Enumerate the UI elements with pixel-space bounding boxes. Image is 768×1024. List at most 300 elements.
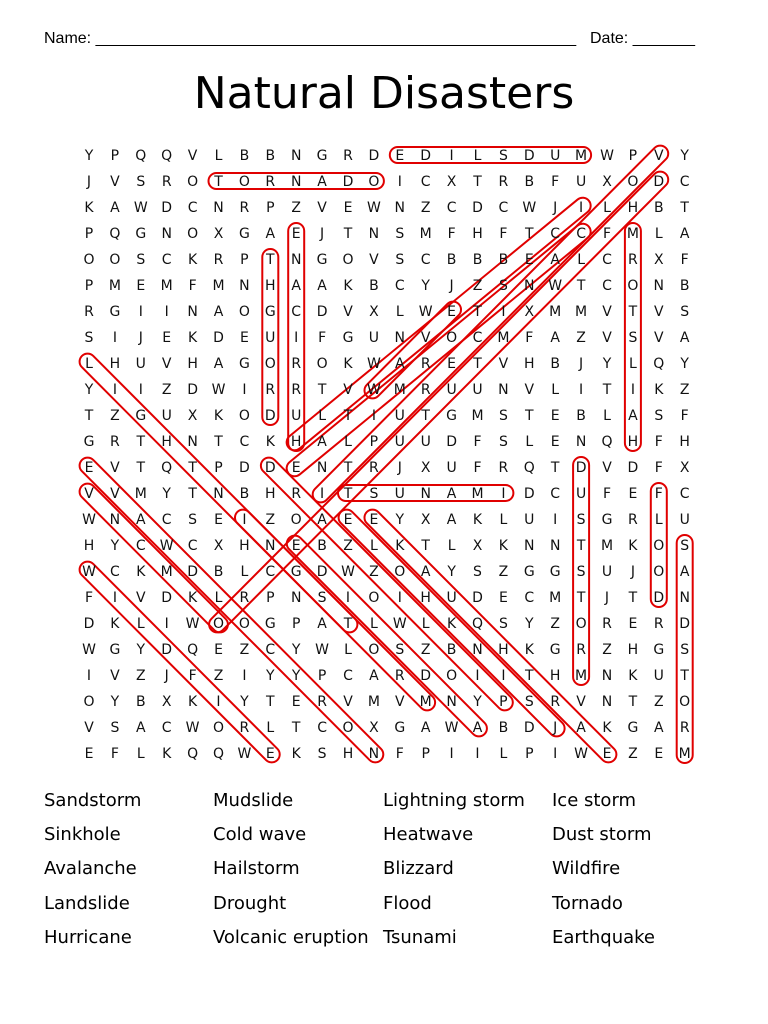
word-list-item: Mudslide <box>213 790 294 811</box>
grid-letter: V <box>110 486 120 502</box>
grid-letter: W <box>548 278 563 294</box>
grid-letter: D <box>316 564 328 580</box>
grid-letter: S <box>136 174 146 190</box>
grid-letter: D <box>368 148 380 164</box>
grid-letter: C <box>420 252 431 268</box>
grid-letter: I <box>553 512 558 528</box>
word-list-item: Cold wave <box>213 824 307 845</box>
grid-letter: S <box>317 590 327 606</box>
grid-letter: A <box>213 304 224 320</box>
grid-letter: K <box>136 564 146 580</box>
grid-letter: U <box>161 408 172 424</box>
grid-letter: A <box>550 252 560 268</box>
grid-letter: O <box>575 616 587 632</box>
grid-letter: F <box>110 746 119 762</box>
grid-letter: I <box>86 668 92 684</box>
grid-letter: S <box>317 746 327 762</box>
grid-letter: H <box>472 226 483 242</box>
grid-letter: Q <box>187 642 199 658</box>
grid-letter: O <box>109 252 121 268</box>
grid-letter: F <box>84 590 94 606</box>
grid-letter: H <box>239 538 250 554</box>
grid-letter: C <box>265 642 276 658</box>
grid-letter: J <box>449 278 454 294</box>
grid-letter: X <box>472 538 483 554</box>
word-list-item: Earthquake <box>552 927 655 948</box>
grid-letter: E <box>214 642 223 658</box>
grid-letter: J <box>553 720 558 736</box>
grid-letter: P <box>214 460 223 476</box>
grid-letter: T <box>576 590 586 606</box>
grid-letter: K <box>110 616 120 632</box>
grid-letter: K <box>524 642 534 658</box>
grid-letter: O <box>212 616 225 632</box>
grid-letter: I <box>475 668 480 684</box>
grid-letter: O <box>446 668 458 684</box>
grid-letter: O <box>83 252 95 268</box>
grid-letter: Z <box>472 278 483 294</box>
grid-letter: H <box>627 434 639 450</box>
grid-letter: J <box>86 174 92 190</box>
grid-letter: S <box>498 434 508 450</box>
grid-letter: A <box>628 408 638 424</box>
grid-letter: E <box>239 330 249 346</box>
grid-letter: K <box>472 512 483 528</box>
word-list-item: Dust storm <box>552 824 652 845</box>
grid-letter: X <box>420 512 431 528</box>
grid-letter: Y <box>395 512 405 528</box>
grid-letter: T <box>84 408 94 424</box>
grid-letter: Z <box>239 642 250 658</box>
grid-letter: N <box>161 226 172 242</box>
word-list-item: Tornado <box>552 893 623 914</box>
grid-letter: B <box>446 252 457 268</box>
grid-letter: C <box>161 252 172 268</box>
grid-letter: R <box>628 252 638 268</box>
grid-letter: K <box>188 590 198 606</box>
grid-letter: T <box>576 278 586 294</box>
grid-letter: O <box>264 356 276 372</box>
grid-letter: R <box>576 642 586 658</box>
grid-letter: E <box>265 746 275 762</box>
grid-letter: N <box>653 278 665 294</box>
grid-letter: M <box>497 330 510 346</box>
grid-letter: C <box>291 304 302 320</box>
grid-letter: U <box>575 174 587 190</box>
grid-letter: O <box>679 694 691 710</box>
grid-letter: U <box>575 486 587 502</box>
word-list-item: Ice storm <box>552 790 637 811</box>
grid-letter: W <box>185 720 200 736</box>
grid-letter: O <box>290 512 302 528</box>
grid-letter: N <box>265 538 276 554</box>
word-list <box>44 790 744 970</box>
grid-letter: U <box>265 330 276 346</box>
grid-letter: M <box>134 486 147 502</box>
grid-letter: W <box>392 616 407 632</box>
grid-letter: Y <box>84 382 94 398</box>
found-word-highlight <box>283 220 594 479</box>
grid-letter: M <box>160 278 173 294</box>
grid-letter: N <box>316 460 328 476</box>
grid-letter: N <box>446 694 457 710</box>
grid-letter: T <box>343 616 353 632</box>
grid-letter: R <box>602 616 612 632</box>
grid-letter: C <box>679 174 690 190</box>
grid-letter: D <box>653 590 665 606</box>
grid-letter: E <box>136 278 146 294</box>
grid-letter: Y <box>602 356 612 372</box>
grid-letter: D <box>264 460 276 476</box>
word-list-item: Hurricane <box>44 927 132 948</box>
grid-letter: B <box>576 408 586 424</box>
grid-letter: H <box>290 434 302 450</box>
grid-letter: M <box>419 694 432 710</box>
grid-letter: X <box>524 304 535 320</box>
grid-letter: H <box>342 746 354 762</box>
grid-letter: V <box>317 200 327 216</box>
grid-letter: L <box>318 408 327 424</box>
grid-letter: K <box>654 382 664 398</box>
grid-letter: U <box>394 434 405 450</box>
grid-letter: I <box>345 590 351 606</box>
grid-letter: R <box>394 668 405 684</box>
grid-letter: H <box>498 642 509 658</box>
grid-letter: T <box>421 538 430 554</box>
grid-letter: Y <box>447 564 456 580</box>
grid-letter: K <box>343 356 353 372</box>
grid-letter: L <box>214 148 223 164</box>
grid-letter: L <box>499 512 508 528</box>
grid-letter: G <box>83 434 95 450</box>
grid-letter: W <box>82 512 96 528</box>
grid-letter: M <box>212 278 225 294</box>
grid-letter: P <box>499 694 508 710</box>
grid-letter: B <box>446 642 457 658</box>
date-field-label: Date: _______ <box>590 30 695 47</box>
grid-letter: V <box>343 304 353 320</box>
grid-letter: O <box>83 694 95 710</box>
grid-letter: D <box>420 668 432 684</box>
grid-letter: O <box>368 590 380 606</box>
grid-letter: A <box>679 564 690 580</box>
grid-letter: H <box>83 538 95 554</box>
grid-letter: B <box>653 200 664 216</box>
grid-letter: I <box>164 304 169 320</box>
grid-letter: C <box>317 720 327 736</box>
grid-letter: C <box>187 538 198 554</box>
grid-letter: Y <box>291 668 301 684</box>
grid-letter: U <box>446 460 457 476</box>
grid-letter: U <box>446 382 457 398</box>
grid-letter: S <box>576 512 586 528</box>
grid-letter: M <box>549 304 562 320</box>
grid-letter: J <box>138 330 143 346</box>
grid-letter: Z <box>628 746 638 762</box>
grid-letter: G <box>135 226 147 242</box>
grid-letter: C <box>524 590 535 606</box>
grid-letter: F <box>447 226 456 242</box>
grid-letter: F <box>654 460 663 476</box>
grid-letter: F <box>654 434 663 450</box>
word-list-item: Heatwave <box>383 824 474 845</box>
grid-letter: X <box>369 304 379 320</box>
grid-letter: R <box>239 590 250 606</box>
grid-letter: M <box>575 668 588 684</box>
grid-letter: V <box>654 330 664 346</box>
grid-letter: Z <box>498 564 509 580</box>
grid-letter: G <box>549 642 561 658</box>
grid-letter: X <box>602 174 612 190</box>
grid-letter: Y <box>240 694 249 710</box>
grid-letter: E <box>291 460 301 476</box>
grid-letter: Y <box>266 668 275 684</box>
grid-letter: A <box>446 512 457 528</box>
grid-letter: G <box>316 148 328 164</box>
grid-letter: D <box>446 434 457 450</box>
grid-letter: R <box>653 616 664 632</box>
grid-letter: Z <box>213 668 224 684</box>
grid-letter: I <box>579 382 584 398</box>
grid-letter: A <box>420 564 431 580</box>
grid-letter: T <box>317 382 327 398</box>
grid-letter: F <box>602 486 612 502</box>
grid-letter: T <box>628 304 638 320</box>
grid-letter: C <box>239 434 250 450</box>
grid-letter: N <box>187 304 198 320</box>
grid-letter: C <box>679 486 690 502</box>
grid-letter: X <box>369 720 379 736</box>
grid-letter: S <box>654 408 664 424</box>
grid-letter: D <box>187 382 198 398</box>
grid-letter: H <box>187 356 198 372</box>
grid-letter: O <box>446 330 458 346</box>
grid-letter: U <box>291 408 302 424</box>
grid-letter: V <box>343 694 353 710</box>
grid-letter: S <box>110 720 120 736</box>
grid-letter: P <box>84 278 94 294</box>
grid-letter: D <box>523 486 535 502</box>
grid-letter: W <box>237 746 252 762</box>
grid-letter: T <box>343 460 353 476</box>
grid-letter: L <box>603 200 611 216</box>
grid-letter: U <box>472 382 483 398</box>
grid-letter: F <box>318 330 327 346</box>
grid-letter: D <box>653 174 665 190</box>
grid-letter: R <box>265 174 276 190</box>
grid-letter: H <box>627 200 639 216</box>
grid-letter: Q <box>161 148 173 164</box>
grid-letter: R <box>420 382 431 398</box>
grid-letter: K <box>343 278 353 294</box>
grid-letter: Q <box>601 434 613 450</box>
grid-letter: T <box>525 408 534 424</box>
grid-letter: E <box>524 252 534 268</box>
grid-letter: M <box>575 304 588 320</box>
found-word-highlight <box>76 480 231 635</box>
grid-letter: H <box>549 668 561 684</box>
grid-letter: W <box>366 356 381 372</box>
grid-letter: R <box>291 382 302 398</box>
grid-letter: D <box>316 304 328 320</box>
grid-letter: R <box>84 304 94 320</box>
grid-letter: R <box>317 694 327 710</box>
grid-letter: Z <box>576 330 586 346</box>
grid-letter: G <box>549 564 561 580</box>
grid-letter: R <box>291 486 302 502</box>
grid-letter: V <box>136 590 146 606</box>
grid-letter: G <box>394 720 406 736</box>
grid-letter: E <box>291 226 301 242</box>
grid-letter: I <box>397 174 402 190</box>
grid-letter: I <box>138 304 143 320</box>
grid-letter: C <box>602 278 612 294</box>
grid-letter: U <box>368 330 380 346</box>
grid-letter: A <box>395 356 405 372</box>
grid-letter: I <box>320 486 325 502</box>
grid-letter: I <box>112 330 117 346</box>
word-list-item: Sinkhole <box>44 824 121 845</box>
grid-letter: K <box>84 200 94 216</box>
grid-letter: U <box>653 668 664 684</box>
grid-letter: B <box>135 694 146 710</box>
grid-letter: T <box>473 304 482 320</box>
grid-letter: N <box>239 278 250 294</box>
grid-letter: V <box>110 668 120 684</box>
grid-letter: R <box>498 460 509 476</box>
grid-letter: L <box>551 382 560 398</box>
grid-letter: W <box>315 642 330 658</box>
grid-letter: F <box>473 460 482 476</box>
grid-letter: T <box>421 408 430 424</box>
grid-letter: F <box>680 252 689 268</box>
grid-letter: A <box>576 720 586 736</box>
grid-letter: F <box>525 330 534 346</box>
found-word-highlight <box>283 532 490 739</box>
grid-letter: I <box>630 382 635 398</box>
grid-letter: H <box>524 356 535 372</box>
grid-letter: E <box>550 408 560 424</box>
grid-letter: U <box>601 564 613 580</box>
grid-letter: K <box>447 616 457 632</box>
grid-letter: Q <box>523 460 535 476</box>
grid-letter: P <box>84 226 94 242</box>
grid-letter: A <box>213 356 224 372</box>
grid-letter: L <box>628 356 637 372</box>
grid-letter: G <box>109 304 121 320</box>
grid-letter: R <box>679 720 690 736</box>
grid-letter: R <box>110 434 120 450</box>
grid-letter: W <box>366 200 381 216</box>
grid-letter: E <box>395 148 405 164</box>
grid-letter: X <box>420 460 431 476</box>
grid-letter: N <box>109 512 121 528</box>
grid-letter: A <box>472 720 483 736</box>
grid-letter: F <box>551 174 560 190</box>
grid-letter: A <box>136 720 146 736</box>
grid-letter: X <box>679 460 690 476</box>
grid-letter: N <box>601 694 613 710</box>
grid-letter: K <box>162 746 172 762</box>
grid-letter: M <box>367 694 380 710</box>
grid-letter: S <box>680 538 690 554</box>
grid-letter: R <box>628 512 638 528</box>
grid-letter: D <box>575 460 587 476</box>
grid-letter: K <box>395 538 405 554</box>
grid-letter: C <box>343 668 353 684</box>
grid-letter: D <box>627 460 639 476</box>
found-word-highlight <box>309 142 671 505</box>
grid-letter: P <box>291 616 301 632</box>
grid-letter: I <box>138 382 143 398</box>
grid-letter: I <box>242 382 247 398</box>
grid-letter: D <box>342 174 354 190</box>
grid-letter: V <box>161 356 172 372</box>
grid-letter: T <box>291 720 301 736</box>
grid-letter: C <box>110 564 120 580</box>
page-title: Natural Disasters <box>193 68 575 119</box>
grid-letter: U <box>550 148 561 164</box>
grid-letter: Z <box>161 382 172 398</box>
grid-letter: L <box>136 746 145 762</box>
grid-letter: X <box>446 174 457 190</box>
grid-letter: Y <box>84 148 94 164</box>
grid-letter: S <box>680 642 690 658</box>
grid-letter: D <box>239 460 250 476</box>
grid-letter: Y <box>421 278 430 294</box>
grid-letter: D <box>420 148 432 164</box>
grid-letter: D <box>161 590 173 606</box>
grid-letter: S <box>136 252 146 268</box>
grid-letter: C <box>550 486 561 502</box>
grid-letter: L <box>525 434 534 450</box>
grid-letter: C <box>265 564 276 580</box>
grid-letter: I <box>294 330 299 346</box>
grid-letter: L <box>499 746 508 762</box>
grid-letter: Z <box>291 200 301 216</box>
grid-letter: O <box>238 616 250 632</box>
grid-letter: G <box>109 642 121 658</box>
grid-letter: M <box>393 382 406 398</box>
grid-letter: B <box>524 174 535 190</box>
grid-letter: M <box>575 148 588 164</box>
grid-letter: H <box>161 434 172 450</box>
grid-letter: J <box>579 356 584 372</box>
grid-letter: I <box>449 746 454 762</box>
grid-letter: K <box>628 538 638 554</box>
grid-letter: V <box>602 304 612 320</box>
grid-letter: E <box>162 330 172 346</box>
grid-letter: F <box>499 226 508 242</box>
grid-letter: Y <box>110 538 120 554</box>
grid-letter: C <box>576 226 586 242</box>
grid-letter: Z <box>550 616 560 632</box>
grid-letter: R <box>239 720 250 736</box>
grid-letter: D <box>679 616 691 632</box>
grid-letter: W <box>444 720 459 736</box>
grid-letter: L <box>603 408 611 424</box>
grid-letter: W <box>600 148 614 164</box>
grid-letter: A <box>317 434 327 450</box>
grid-letter: V <box>654 304 664 320</box>
grid-letter: G <box>238 356 250 372</box>
word-list-item: Landslide <box>44 893 130 914</box>
grid-letter: T <box>576 538 586 554</box>
grid-letter: V <box>187 148 198 164</box>
grid-letter: V <box>84 720 94 736</box>
grid-letter: P <box>369 434 379 450</box>
grid-letter: L <box>369 538 378 554</box>
